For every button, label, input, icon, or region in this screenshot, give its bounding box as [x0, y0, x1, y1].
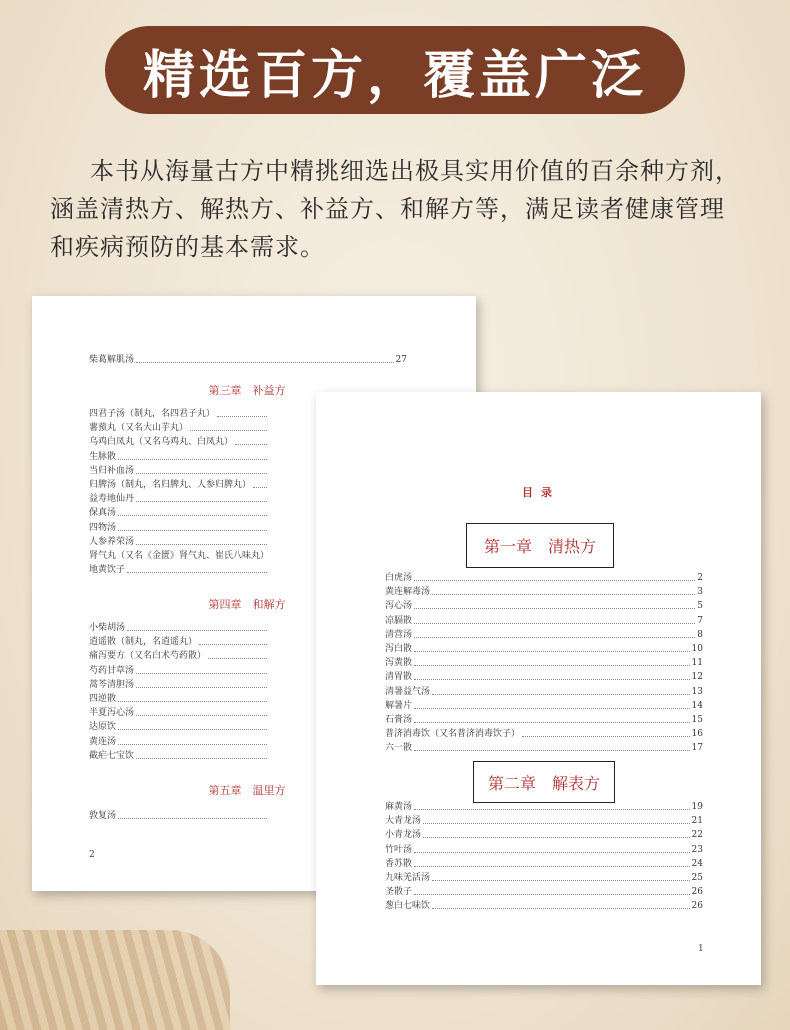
toc-row — [385, 872, 703, 884]
toc-entry-title: 泻白散 — [385, 644, 413, 654]
toc-entry-title: 竹叶汤 — [385, 844, 413, 855]
leader-dots — [208, 658, 267, 659]
toc-entry-page: 23 — [691, 844, 703, 855]
toc-entry-title: 当归补血汤 — [89, 465, 135, 476]
toc-row — [89, 750, 269, 762]
toc-entry-page: 10 — [691, 644, 703, 654]
toc-row — [89, 550, 269, 562]
leader-dots — [414, 809, 690, 810]
toc-entry-title: 肾气丸（又名《金匮》肾气丸、崔氏八味丸） — [89, 551, 270, 561]
toc-row — [385, 829, 703, 841]
toc-entry-page: 7 — [697, 615, 703, 626]
leader-dots — [414, 665, 690, 666]
leader-dots — [522, 736, 690, 737]
right-page — [316, 392, 761, 985]
toc-entry-page: 12 — [691, 672, 703, 683]
toc-row — [89, 465, 269, 477]
toc-entry-title: 解暑片 — [385, 700, 413, 711]
leader-dots — [423, 837, 690, 838]
toc-entry-title: 石膏汤 — [385, 715, 413, 725]
toc-row — [89, 721, 269, 733]
leader-dots — [423, 823, 690, 824]
toc-row — [89, 536, 269, 548]
toc-row — [385, 686, 703, 698]
toc-entry-title: 凉膈散 — [385, 615, 413, 626]
toc-entry-title: 圣散子 — [385, 887, 413, 898]
leader-dots — [414, 708, 690, 709]
toc-heading: 目录 — [522, 486, 560, 499]
toc-row — [89, 707, 269, 719]
toc-entry-title: 逍遥散（制丸，名逍遥丸） — [89, 637, 198, 648]
toc-row — [89, 622, 269, 634]
leader-dots — [414, 637, 695, 638]
toc-entry-title: 香苏散 — [385, 858, 413, 869]
intro-line-2: 涵盖清热方、解热方、补益方、和解方等，满足读者健康管理 — [50, 195, 725, 223]
toc-entry-page: 21 — [691, 816, 703, 827]
leader-dots — [190, 430, 267, 431]
leader-dots — [432, 880, 690, 881]
toc-entry-title: 蒿芩清胆汤 — [89, 679, 135, 690]
leader-dots — [235, 444, 267, 445]
toc-entry-page: 13 — [691, 686, 703, 697]
page-number: 2 — [89, 850, 95, 860]
toc-entry-page: 25 — [691, 873, 703, 883]
intro-line-1: 本书从海量古方中精挑细选出极具实用价值的百余种方剂， — [90, 157, 740, 185]
toc-entry-title: 普济消毒饮（又名普济消毒饮子） — [385, 729, 521, 740]
toc-row — [385, 657, 703, 669]
toc-entry-title: 白虎汤 — [385, 573, 413, 583]
toc-entry-title: 泻黄散 — [385, 658, 413, 669]
toc-entry-page: 11 — [691, 658, 703, 669]
scroll-decoration — [0, 930, 230, 1030]
toc-entry-page: 3 — [697, 587, 703, 598]
toc-row — [89, 693, 269, 705]
leader-dots — [136, 501, 267, 502]
toc-entry-title: 清营汤 — [385, 629, 413, 640]
toc-row — [385, 629, 703, 641]
toc-row — [89, 665, 269, 677]
toc-row — [385, 858, 703, 870]
toc-entry-title: 乌鸡白凤丸（又名乌鸡丸、白凤丸） — [89, 437, 234, 448]
toc-entry-title: 黄连解毒汤 — [385, 587, 431, 598]
toc-entry-page: 26 — [691, 887, 703, 898]
toc-row — [89, 736, 269, 748]
toc-entry-title: 半夏泻心汤 — [89, 708, 135, 719]
toc-entry-title: 痛泻要方（又名白术芍药散） — [89, 651, 207, 662]
toc-row — [385, 615, 703, 627]
toc-entry-title: 泻心汤 — [385, 601, 413, 612]
toc-entry-title: 清胃散 — [385, 672, 413, 683]
leader-dots — [199, 644, 267, 645]
toc-entry-title: 敦复汤 — [89, 811, 117, 821]
toc-row — [89, 451, 269, 463]
toc-row — [385, 815, 703, 827]
toc-row — [89, 507, 269, 519]
toc-entry-title: 四逆散 — [89, 694, 117, 704]
leader-dots — [414, 679, 690, 680]
leader-dots — [118, 459, 267, 460]
leader-dots — [136, 544, 267, 545]
toc-entry-title: 四君子汤（制丸，名四君子丸） — [89, 409, 216, 419]
toc-entry-title: 地黄饮子 — [89, 565, 126, 576]
leader-dots — [118, 818, 267, 819]
toc-row — [385, 714, 703, 726]
leader-dots — [127, 630, 267, 631]
toc-entry-title: 清暑益气汤 — [385, 686, 431, 697]
toc-row — [89, 436, 269, 448]
toc-row — [385, 643, 703, 655]
toc-entry-title: 人参养荣汤 — [89, 536, 135, 547]
toc-entry-page: 19 — [691, 802, 703, 812]
leader-dots — [136, 758, 267, 759]
toc-row — [385, 900, 703, 912]
chapter-3-title: 第三章 补益方 — [208, 384, 286, 397]
toc-entry-page: 26 — [691, 901, 703, 912]
toc-entry-page: 24 — [691, 858, 703, 869]
toc-entry-page: 8 — [697, 629, 703, 640]
toc-row — [89, 650, 269, 662]
leader-dots — [414, 894, 690, 895]
chapter-2-title: 第二章 解表方 — [473, 761, 615, 803]
leader-dots — [127, 572, 267, 573]
toc-row: 柴葛解肌汤 27 — [89, 355, 407, 365]
toc-row — [385, 700, 703, 712]
toc-row — [89, 422, 269, 434]
toc-entry-page: 5 — [697, 601, 703, 612]
toc-row — [89, 636, 269, 648]
toc-row — [385, 572, 703, 584]
leader-dots — [217, 416, 267, 417]
toc-entry-title: 归脾汤（制丸，名归脾丸、人参归脾丸） — [89, 480, 252, 490]
leader-dots — [118, 701, 267, 702]
leader-dots — [432, 908, 690, 909]
toc-entry-title: 小青龙汤 — [385, 830, 422, 841]
toc-entry-title: 益寿地仙丹 — [89, 494, 135, 505]
toc-entry-page: 22 — [691, 830, 703, 841]
toc-row — [385, 844, 703, 856]
leader-dots — [414, 623, 695, 624]
toc-row — [89, 493, 269, 505]
toc-row — [385, 742, 703, 754]
toc-entry-title: 生脉散 — [89, 451, 117, 462]
toc-row — [89, 564, 269, 576]
toc-entry-title: 四物汤 — [89, 522, 117, 533]
toc-row — [89, 522, 269, 534]
toc-entry-page: 16 — [691, 729, 703, 740]
leader-dots — [253, 487, 267, 488]
leader-dots — [414, 608, 695, 609]
toc-entry-title: 大青龙汤 — [385, 816, 422, 827]
toc-entry-title: 达原饮 — [89, 722, 117, 733]
banner-title: 精选百方，覆盖广泛 — [105, 26, 685, 114]
toc-entry-title: 黄连汤 — [89, 736, 117, 747]
leader-dots — [118, 530, 267, 531]
toc-entry-title: 六一散 — [385, 743, 413, 754]
leader-dots — [432, 594, 695, 595]
leader-dots — [414, 651, 690, 652]
leader-dots — [118, 729, 267, 730]
leader-dots — [118, 744, 267, 745]
toc-row — [89, 679, 269, 691]
toc-row — [385, 600, 703, 612]
toc-row — [385, 586, 703, 598]
leader-dots — [414, 866, 690, 867]
leader-dots — [414, 580, 695, 581]
toc-row — [89, 479, 269, 491]
toc-entry-title: 九味羌活汤 — [385, 873, 431, 883]
leader-dots — [136, 715, 267, 716]
toc-row — [385, 728, 703, 740]
toc-entry-title: 截疟七宝饮 — [89, 750, 135, 761]
toc-entry-title: 麻黄汤 — [385, 802, 413, 812]
leader-dots — [414, 852, 690, 853]
toc-entry-title: 保真汤 — [89, 508, 117, 519]
toc-entry-page: 14 — [691, 700, 703, 711]
leader-dots — [432, 694, 690, 695]
toc-entry-title: 小柴胡汤 — [89, 623, 126, 633]
leader-dots — [136, 687, 267, 688]
toc-entry-title: 薯蓣丸（又名大山芋丸） — [89, 423, 189, 434]
page-number: 1 — [698, 944, 704, 954]
toc-row — [89, 408, 269, 420]
toc-row — [385, 801, 703, 813]
toc-entry-page: 17 — [691, 743, 703, 754]
chapter-1-title: 第一章 清热方 — [466, 523, 614, 568]
toc-entry-title: 芍药甘草汤 — [89, 665, 135, 676]
chapter-4-title: 第四章 和解方 — [208, 598, 286, 611]
leader-dots — [414, 750, 690, 751]
chapter-5-title: 第五章 温里方 — [208, 784, 286, 797]
leader-dots — [136, 473, 267, 474]
leader-dots — [118, 515, 267, 516]
toc-row — [89, 810, 269, 822]
toc-entry-title: 葱白七味饮 — [385, 901, 431, 912]
toc-row — [385, 671, 703, 683]
toc-entry-page: 15 — [691, 715, 703, 725]
leader-dots — [414, 722, 690, 723]
intro-text — [50, 152, 750, 266]
toc-row — [385, 886, 703, 898]
toc-entry-page: 2 — [697, 573, 703, 583]
leader-dots — [136, 673, 267, 674]
intro-line-3: 和疾病预防的基本需求。 — [50, 233, 325, 261]
